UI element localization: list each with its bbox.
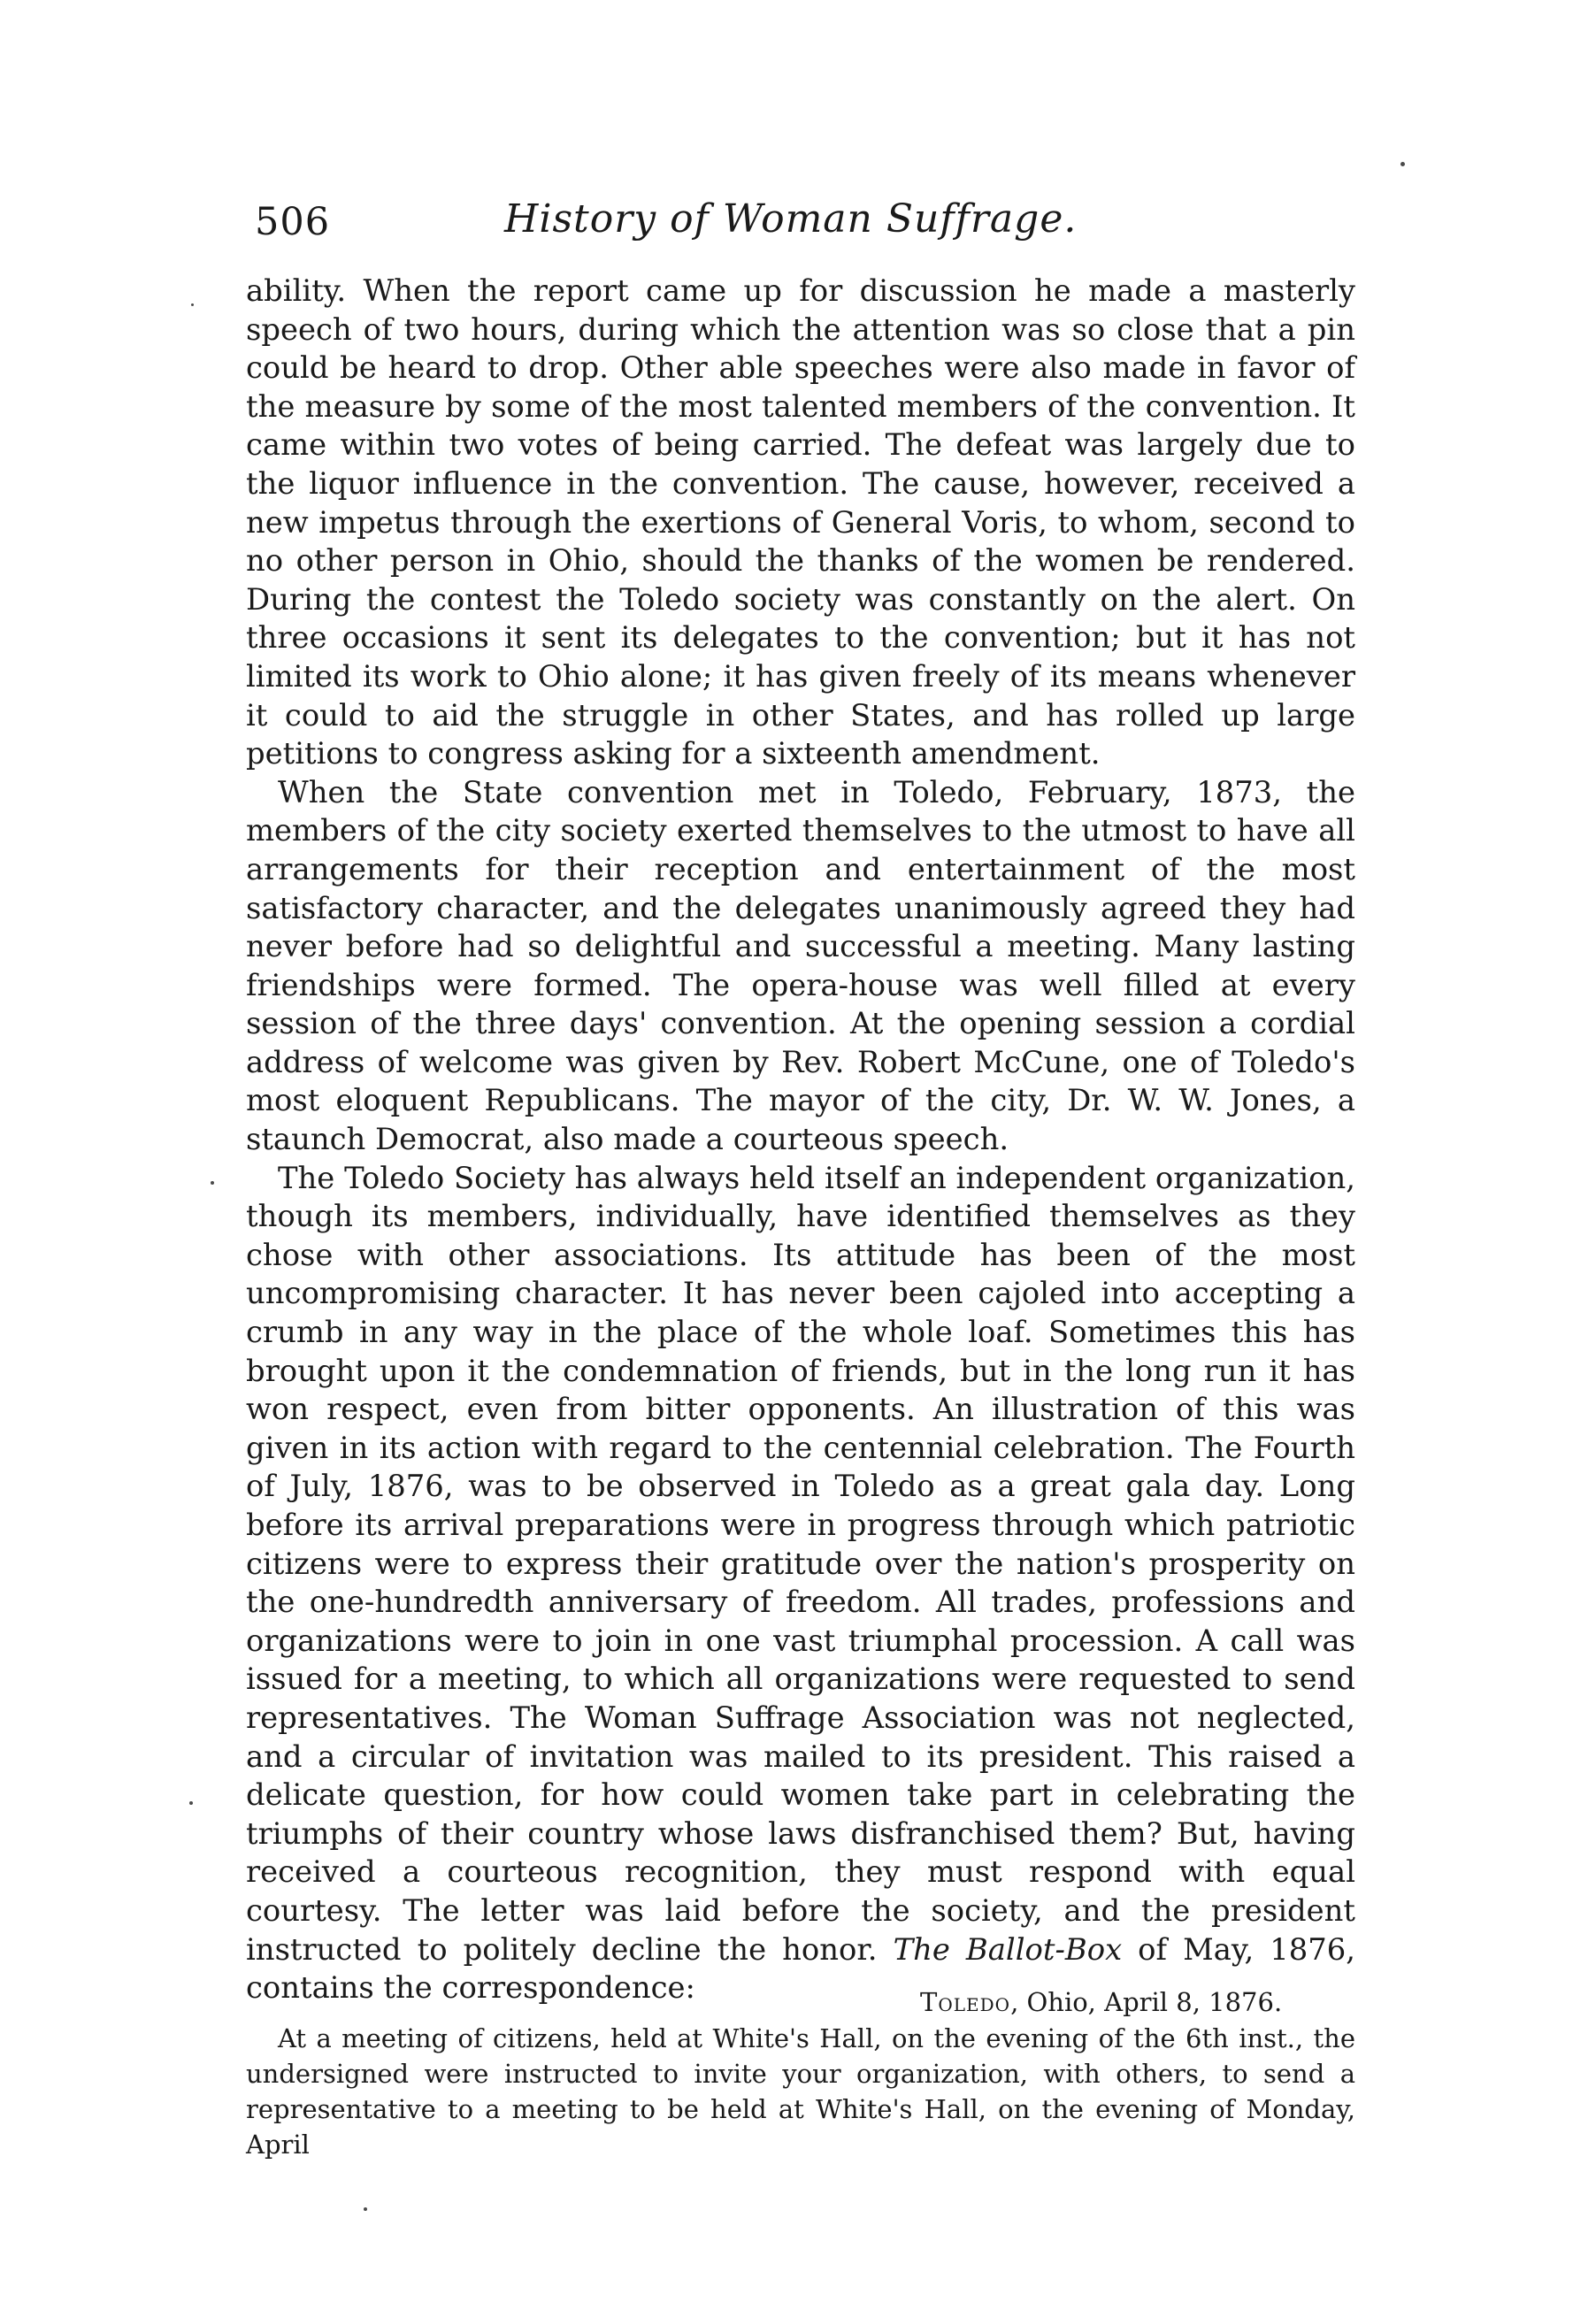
letter-paragraph: At a meeting of citizens, held at White's Hall, on the evening of the 6th inst., the undersigned were instructed to invite your organization, with others, to send a representative to a meeting to be held at White's Hall, on the evening of Monday, April: [246, 2023, 1355, 2160]
letter-dateline: [920, 1984, 1282, 2020]
page-header: [246, 193, 1352, 264]
scan-speck: [1400, 162, 1405, 166]
paragraph-3-tail: of May, 1876, contains the correspondence:: [246, 1931, 1355, 2006]
scan-speck: [364, 2207, 367, 2211]
paragraph-2: When the State convention met in Toledo, February, 1873, the members of the city society exerted themselves to the utmost to have all arrangements for their reception and entertainment of the most satisfactory character, and the delegates unanimously agreed they had never before had so delightful and successful a meeting. Many lasting friendships were formed. The opera-house was well filled at every session of the three days' convention. At the opening session a cordial address of welcome was given by Rev. Robert McCune, one of Toledo's most eloquent Republicans. The mayor of the city, Dr. W. W. Jones, a staunch Democrat, also made a courteous speech.: [246, 774, 1355, 1157]
paragraph-3-text: The Toledo Society has always held itself an independent organization, though its members, individually, have identified themselves as they chose with other associations. Its attitude has been of the most uncompromising character. It has never been cajoled into accepting a crumb in any way in the place of the whole loaf. Sometimes this has brought upon it the condemnation of friends, but in the long run it has won respect, even from bitter opponents. An illustration of this was given in its action with regard to the centennial celebration. The Fourth of July, 1876, was to be observed in Toledo as a great gala day. Long before its arrival preparations were in progress through which patriotic citizens were to express their gratitude over the nation's prosperity on the one-hundredth anniversary of freedom. All trades, professions and organizations were to join in one vast triumphal procession. A call was issued for a meeting, to which all organizations were requested to send representatives. The Woman Suffrage Association was not neglected, and a circular of invitation was mailed to its president. This raised a delicate question, for how could women take part in celebrating the triumphs of their country whose laws disfranchised them? But, having received a courteous recognition, they must respond with equal courtesy. The letter was laid before the society, and the president instructed to politely decline the honor.: [246, 1160, 1355, 1967]
citation-title: The Ballot-Box: [893, 1931, 1123, 1967]
dateline-rest: , Ohio, April 8, 1876.: [1010, 1987, 1283, 2017]
running-title: History of Woman Suffrage.: [504, 196, 1078, 242]
paragraph-3-gap: [878, 1932, 894, 1967]
body-text: [246, 272, 1355, 2007]
scan-speck: [211, 1181, 214, 1185]
scan-speck: [189, 1801, 193, 1805]
page-number: 506: [255, 200, 331, 244]
letter-text: [246, 2021, 1355, 2162]
paragraph-3: [246, 1159, 1355, 2007]
dateline-city: Toledo: [920, 1987, 1011, 2017]
paragraph-1: ability. When the report came up for discussion he made a masterly speech of two hours, during which the attention was so close that a pin could be heard to drop. Other able speeches were also made in favor of the measure by some of the most talented members of the convention. It came within two votes of being carried. The defeat was largely due to the liquor influence in the convention. The cause, however, received a new impetus through the exertions of General Voris, to whom, second to no other person in Ohio, should the thanks of the women be rendered. During the contest the Toledo society was constantly on the alert. On three occasions it sent its delegates to the convention; but it has not limited its work to Ohio alone; it has given freely of its means whenever it could to aid the struggle in other States, and has rolled up large petitions to congress asking for a sixteenth amendment.: [246, 273, 1355, 771]
scan-speck: [191, 303, 194, 306]
